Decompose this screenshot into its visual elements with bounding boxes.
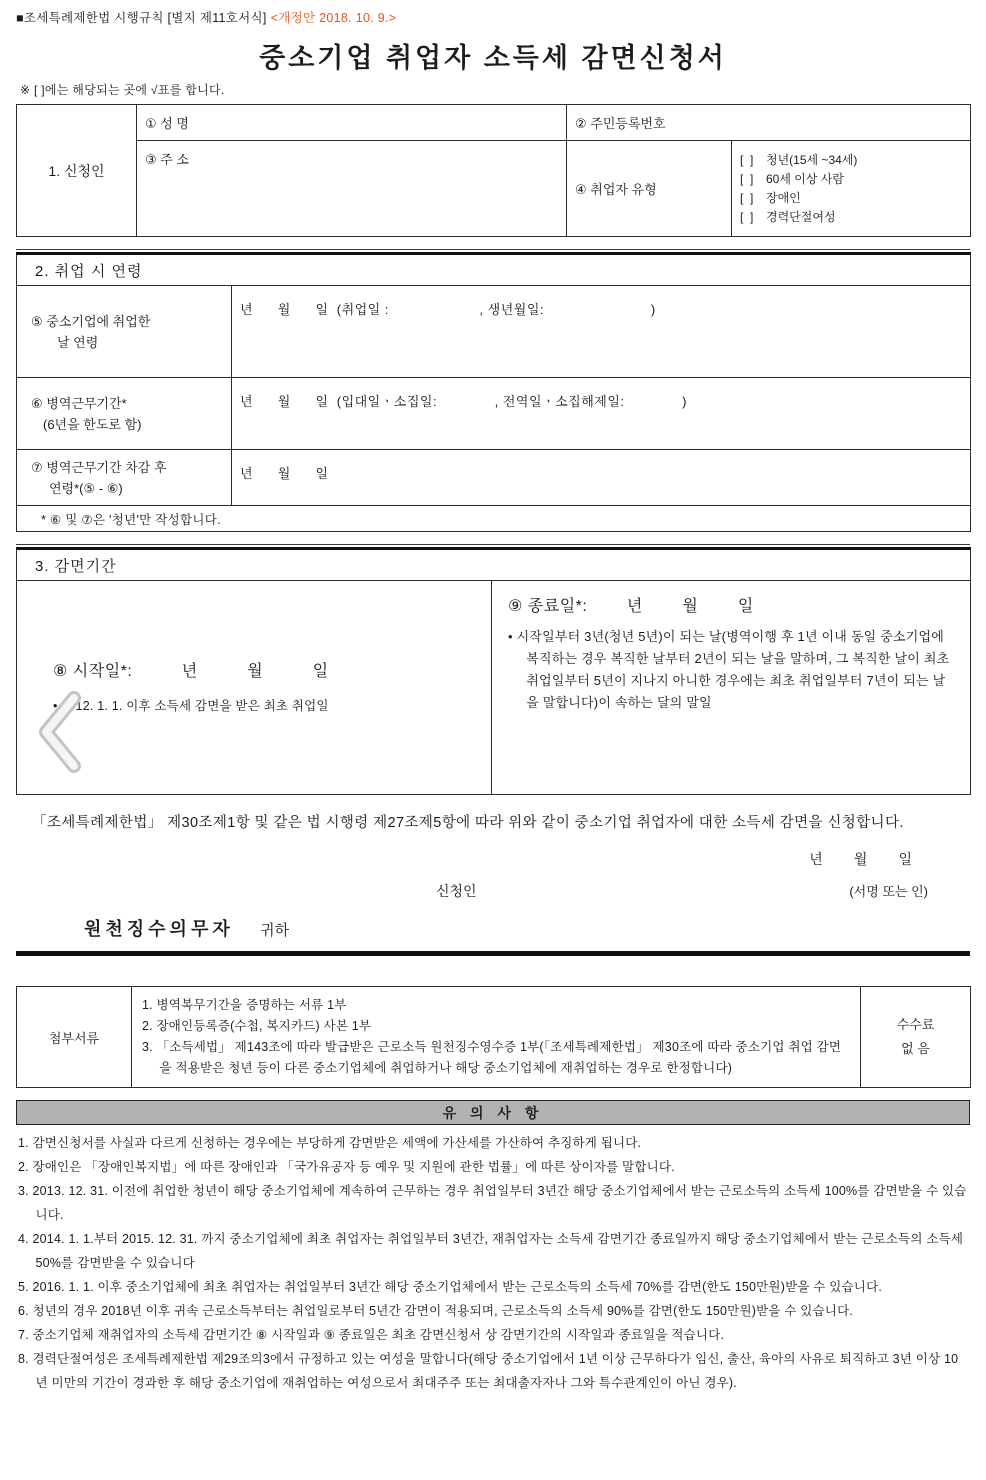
start-date-note: • 2012. 1. 1. 이후 소득세 감면을 받은 최초 취업일 [53,699,329,713]
employment-age-table [16,252,971,532]
start-date-label: ⑧ 시작일*: 년 월 일 [53,663,329,680]
section3-title: 3. 감면기간 [17,549,971,581]
checkbox-bracket: [ ] [740,152,754,167]
notice-item: 5. 2016. 1. 1. 이후 중소기업체에 최초 취업자는 취업일부터 3년간 해당 중소기업체에서 받는 근로소득의 소득세 70%를 감면(한도 150만원)받을 수 있습니다. [18,1280,883,1294]
sign-or-seal-label: (서명 또는 인) [849,884,928,899]
option-disabled [740,189,962,208]
applicant-rrn-field: ② 주민등록번호 [567,105,971,141]
form-regulation-line [16,6,970,28]
military-service-value: 년 월 일 (입대일ㆍ소집일: , 전역일ㆍ소집해제일: ) [232,378,971,450]
attachments-label: 첨부서류 [17,987,132,1088]
applicant-signature-label: 신청인 [436,883,477,899]
age-after-deduction-label: ⑦ 병역근무기간 차감 후 연령*(⑤ - ⑥) [17,450,232,506]
regulation-text: ■조세특례제한법 시행규칙 [별지 제11호서식] [16,11,267,25]
notice-item: 8. 경력단절여성은 조세특례제한법 제29조의3에서 규정하고 있는 여성을 말합니다(해당 중소기업에서 1년 이상 근무하다가 임신, 출산, 육아의 사유로 퇴직하고 3년 이상 10년 미만의 기간이 경과한 후 해당 중소기업에 재취업하는 여성으로서 최대주주 또는 최대출자자나 그와 특수관계인이 아닌 경우). [18,1352,959,1390]
age-after-deduction-value: 년 월 일 [232,450,971,506]
checkbox-bracket: [ ] [740,209,754,224]
section-divider [16,249,970,250]
applicant-table [16,104,971,237]
age-row-label: ⑤ 중소기업에 취업한 날 연령 [17,286,232,378]
option-label: 장애인 [766,190,801,205]
checkbox-bracket: [ ] [740,171,754,186]
option-senior [740,170,962,189]
form-title: 중소기업 취업자 소득세 감면신청서 [259,43,727,73]
signature-row [16,875,970,907]
checkbox-bracket: [ ] [740,190,754,205]
revision-note: <개정안 2018. 10. 9.> [270,11,397,25]
option-youth [740,151,962,170]
applicant-address-field: ③ 주 소 [137,141,567,237]
option-career-break-woman [740,208,962,227]
notice-item: 4. 2014. 1. 1.부터 2015. 12. 31. 까지 중소기업체에 최초 취업자는 취업일부터 3년간, 재취업자는 소득세 감면기간 종료일까지 해당 중소기업체에서 받는 근로소득의 소득세 50%를 감면받을 수 있습니다 [18,1232,964,1270]
fee-cell [861,987,971,1088]
declaration-text: 「조세특례제한법」 제30조제1항 및 같은 법 시행령 제27조제5항에 따라 위와 같이 중소기업 취업자에 대한 소득세 감면을 신청합니다. [32,815,904,831]
notice-item: 1. 감면신청서를 사실과 다르게 신청하는 경우에는 부당하게 감면받은 세액에 가산세를 가산하여 추징하게 됩니다. [18,1136,642,1150]
fee-value: 없 음 [901,1041,930,1056]
age-row-value: 년 월 일 (취업일 : , 생년월일: ) [232,286,971,378]
section-divider [16,544,970,545]
declaration-date-line: 년 월 일 [809,851,912,867]
notices-header: 유 의 사 항 [16,1100,970,1125]
attachments-list [132,987,861,1088]
heavy-divider [16,951,970,956]
start-date-cell [17,581,492,795]
end-date-label: ⑨ 종료일*: 년 월 일 [508,598,754,615]
check-instruction: ※ [ ]에는 해당되는 곳에 √표를 합니다. [20,83,225,97]
previous-page-chevron-icon[interactable] [34,690,86,774]
military-service-label: ⑥ 병역근무기간* (6년을 한도로 함) [17,378,232,450]
attachment-item: 2. 장애인등록증(수첩, 복지카드) 사본 1부 [142,1019,372,1033]
option-label: 경력단절여성 [766,209,836,224]
attachments-table [16,986,971,1088]
notice-item: 6. 청년의 경우 2018년 이후 귀속 근로소득부터는 취업일로부터 5년간 감면이 적용되며, 근로소득의 소득세 90%를 감면(한도 150만원)받을 수 있습니다. [18,1304,854,1318]
attachment-item: 3. 「소득세법」 제143조에 따라 발급받은 근로소득 원천징수영수증 1부(「조세특례제한법」 제30조에 따라 중소기업 취업 감면을 적용받은 청년 등이 다른 중소기업체에 취업하거나 해당 중소기업체에 재취업하는 경우로 한정합니다) [142,1040,842,1075]
section2-footnote: * ⑥ 및 ⑦은 '청년'만 작성합니다. [17,506,971,532]
recipient-honorific: 귀하 [260,922,290,939]
end-date-cell [492,581,971,795]
applicant-name-field: ① 성 명 [137,105,567,141]
end-date-note: • 시작일부터 3년(청년 5년)이 되는 날(병역이행 후 1년 이내 동일 중소기업에 복직하는 경우 복직한 날부터 2년이 되는 날을 말하며, 그 복직한 날이 최초 취업일부터 5년이 지나지 아니한 경우에는 최초 취업일부터 7년이 되는 날을 말합니다)이 속하는 달의 말일 [508,629,950,710]
attachment-item: 1. 병역복무기간을 증명하는 서류 1부 [142,998,347,1012]
applicant-section-label: 1. 신청인 [17,105,137,237]
notices-list [16,1125,970,1395]
recipient-line [84,915,970,941]
notice-item: 2. 장애인은 「장애인복지법」에 따른 장애인과 「국가유공자 등 예우 및 지원에 관한 법률」에 따른 상이자를 말합니다. [18,1160,675,1174]
withholding-agent-label: 원천징수의무자 [84,919,234,939]
fee-label: 수수료 [896,1017,935,1032]
employment-type-label: ④ 취업자 유형 [567,141,732,237]
notice-item: 3. 2013. 12. 31. 이전에 취업한 청년이 해당 중소기업체에 계속하여 근무하는 경우 취업일부터 3년간 해당 중소기업체에서 받는 근로소득의 소득세 100%를 감면받을 수 있습니다. [18,1184,967,1222]
option-label: 60세 이상 사람 [766,171,844,186]
section2-title: 2. 취업 시 연령 [17,254,971,286]
employment-type-options [732,141,971,237]
declaration-block [16,809,970,941]
notice-item: 7. 중소기업체 재취업자의 소득세 감면기간 ⑧ 시작일과 ⑨ 종료일은 최초 감면신청서 상 감면기간의 시작일과 종료일을 적습니다. [18,1328,725,1342]
option-label: 청년(15세 ~34세) [766,152,858,167]
reduction-period-table [16,547,971,795]
